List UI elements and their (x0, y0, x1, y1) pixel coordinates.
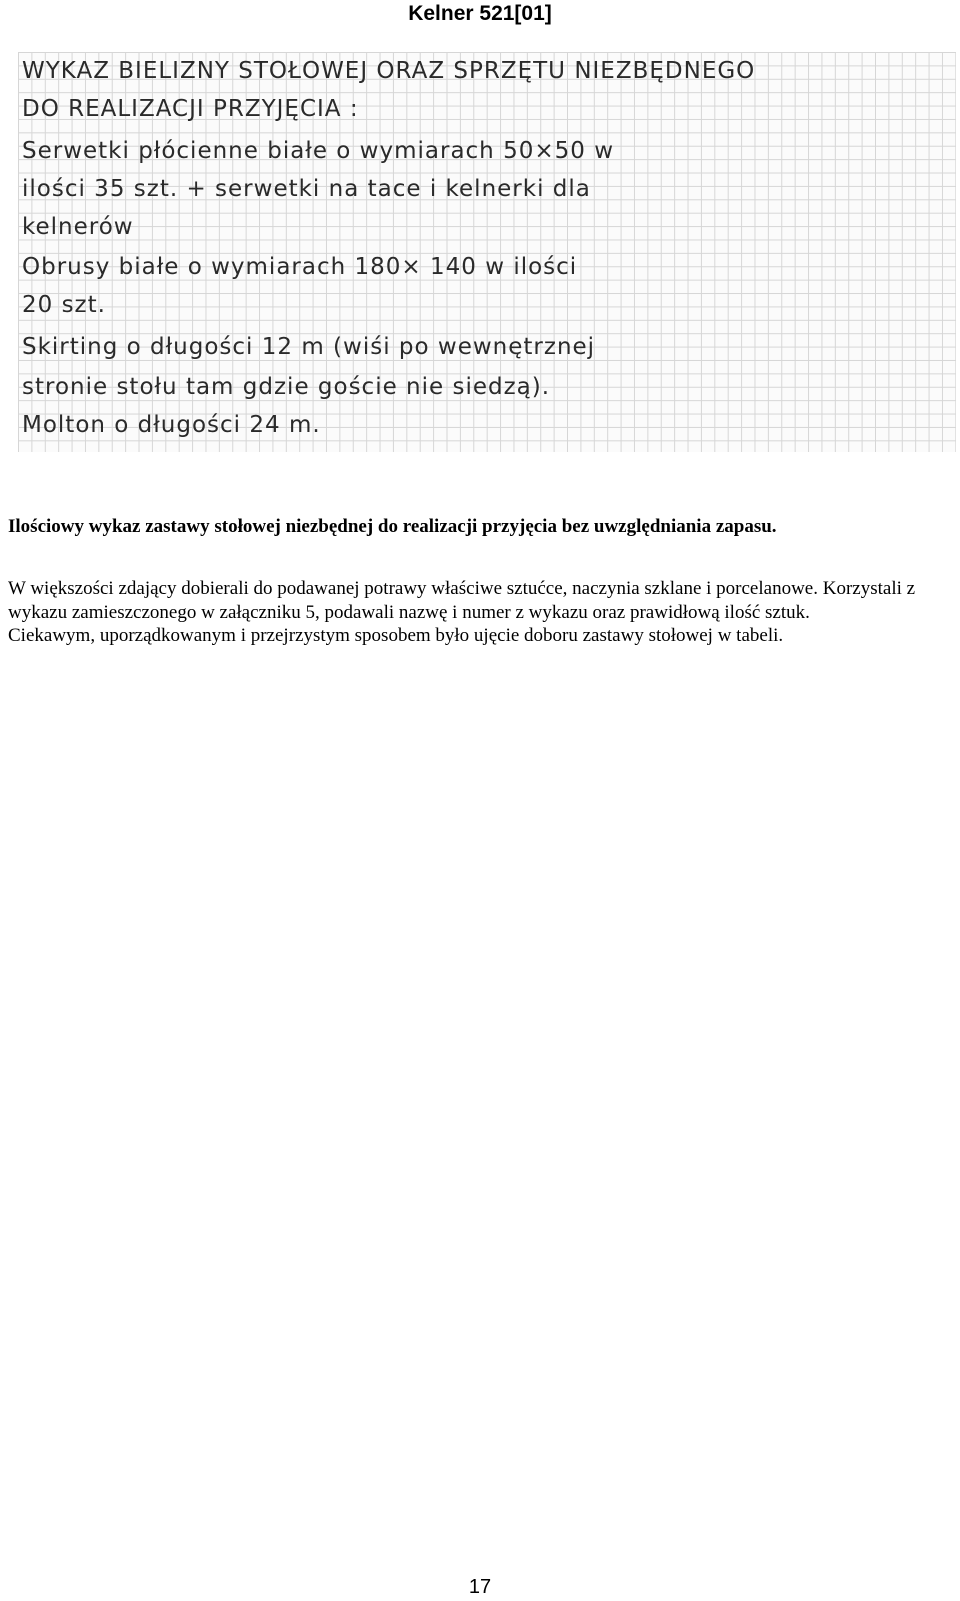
paragraph: Ciekawym, uporządkowanym i przejrzystym sposobem było ujęcie doboru zastawy stołowej w tabeli. (8, 625, 784, 646)
handwritten-line: ilości 35 szt. + serwetki na tace i kelnerki dla (22, 176, 591, 202)
document-header: Kelner 521[01] (408, 2, 552, 25)
section-body (8, 577, 952, 648)
handwritten-line: kelnerów (22, 214, 134, 240)
handwritten-line: Serwetki płócienne białe o wymiarach 50×50 w (22, 138, 615, 164)
handwritten-line: DO REALIZACJI PRZYJĘCIA : (22, 96, 359, 122)
handwritten-line: WYKAZ BIELIZNY STOŁOWEJ ORAZ SPRZĘTU NIEZBĘDNEGO (22, 58, 756, 84)
page-number: 17 (468, 1576, 492, 1598)
handwritten-line: Molton o długości 24 m. (22, 412, 321, 438)
paragraph: W większości zdający dobierali do podawanej potrawy właściwe sztućce, naczynia szklane i porcelanowe. Korzystali z wykazu zamieszczonego w załączniku 5, podawali nazwę i numer z wykazu oraz prawidłową ilość sztuk. (8, 578, 916, 623)
handwritten-note-scan (18, 52, 956, 452)
handwritten-line: Obrusy białe o wymiarach 180× 140 w ilości (22, 254, 578, 280)
section-heading: Ilościowy wykaz zastawy stołowej niezbędnej do realizacji przyjęcia bez uwzględniania zapasu. (8, 516, 777, 537)
handwritten-line: stronie stołu tam gdzie goście nie siedzą). (22, 374, 551, 400)
handwritten-line: 20 szt. (22, 292, 106, 318)
handwritten-line: Skirting o długości 12 m (wiśi po wewnętrznej (22, 334, 596, 360)
